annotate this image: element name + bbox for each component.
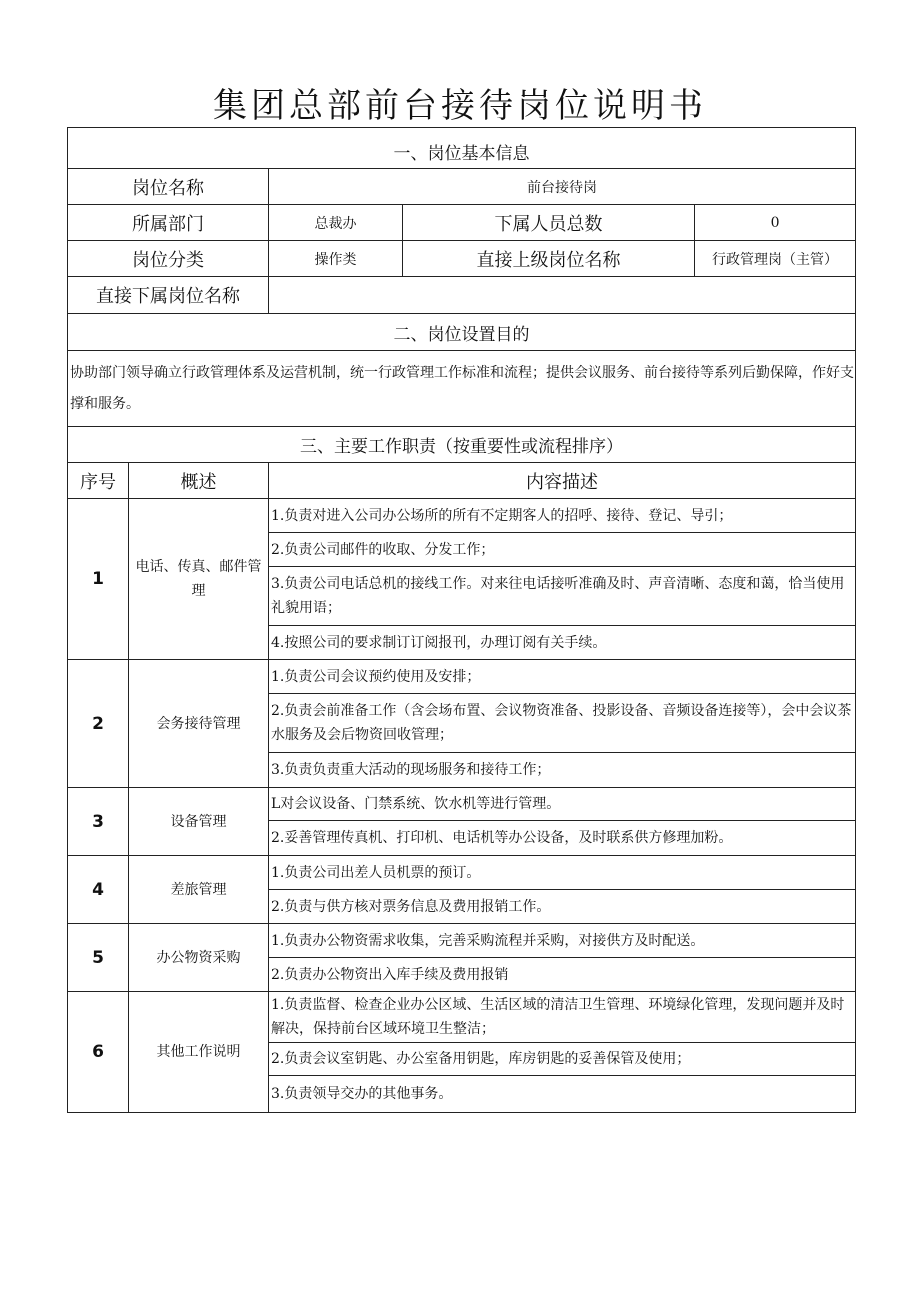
duty-number: 4 bbox=[68, 856, 129, 924]
duty-summary: 办公物资采购 bbox=[129, 924, 269, 992]
duty-row bbox=[68, 660, 856, 694]
duty-item: 2.负责会议室钥匙、办公室备用钥匙，库房钥匙的妥善保管及使用； bbox=[269, 1043, 856, 1076]
section-basic-info-heading: 一、岗位基本信息 bbox=[68, 128, 856, 169]
superior-value: 行政管理岗（主管） bbox=[695, 241, 856, 277]
job-description-table bbox=[67, 127, 856, 1113]
direct-subordinate-label: 直接下属岗位名称 bbox=[68, 277, 269, 314]
duty-number: 1 bbox=[68, 499, 129, 660]
purpose-text: 协助部门领导确立行政管理体系及运营机制，统一行政管理工作标准和流程；提供会议服务、前台接待等系列后勤保障，作好支撑和服务。 bbox=[68, 351, 856, 427]
duty-summary: 会务接待管理 bbox=[129, 660, 269, 788]
duty-number: 2 bbox=[68, 660, 129, 788]
department-label: 所属部门 bbox=[68, 205, 269, 241]
page-title: 集团总部前台接待岗位说明书 bbox=[213, 86, 707, 126]
duty-item: 2.妥善管理传真机、打印机、电话机等办公设备，及时联系供方修理加粉。 bbox=[269, 821, 856, 856]
section-duties-heading: 三、主要工作职责（按重要性或流程排序） bbox=[68, 427, 856, 463]
duty-item: L对会议设备、门禁系统、饮水机等进行管理。 bbox=[269, 788, 856, 821]
department-value: 总裁办 bbox=[269, 205, 403, 241]
duty-number: 5 bbox=[68, 924, 129, 992]
duty-item: 4.按照公司的要求制订订阅报刊，办理订阅有关手续。 bbox=[269, 626, 856, 660]
duty-row bbox=[68, 992, 856, 1043]
duty-summary: 设备管理 bbox=[129, 788, 269, 856]
duty-item: 3.负责公司电话总机的接线工作。对来往电话接听准确及时、声音清晰、态度和蔼，恰当使用礼貌用语； bbox=[269, 567, 856, 626]
subordinates-count-label: 下属人员总数 bbox=[403, 205, 695, 241]
subordinates-count-value: 0 bbox=[695, 205, 856, 241]
duty-number: 6 bbox=[68, 992, 129, 1113]
category-value: 操作类 bbox=[269, 241, 403, 277]
category-label: 岗位分类 bbox=[68, 241, 269, 277]
duty-item: 3.负责领导交办的其他事务。 bbox=[269, 1076, 856, 1113]
duty-row bbox=[68, 856, 856, 890]
duty-summary: 电话、传真、邮件管理 bbox=[129, 499, 269, 660]
duty-row bbox=[68, 788, 856, 821]
column-header-description: 内容描述 bbox=[269, 463, 856, 499]
duty-summary: 其他工作说明 bbox=[129, 992, 269, 1113]
duty-summary: 差旅管理 bbox=[129, 856, 269, 924]
position-name-value: 前台接待岗 bbox=[269, 169, 856, 205]
duty-item: 1.负责监督、检查企业办公区域、生活区域的清洁卫生管理、环境绿化管理，发现问题并及时解决，保持前台区域环境卫生整洁； bbox=[269, 992, 856, 1043]
duty-item: 1.负责公司出差人员机票的预订。 bbox=[269, 856, 856, 890]
direct-subordinate-value bbox=[269, 277, 856, 314]
column-header-no: 序号 bbox=[68, 463, 129, 499]
duty-item: 2.负责会前准备工作（含会场布置、会议物资准备、投影设备、音频设备连接等），会中会议茶水服务及会后物资回收管理； bbox=[269, 694, 856, 753]
section-purpose-heading: 二、岗位设置目的 bbox=[68, 314, 856, 351]
duty-item: 1.负责对进入公司办公场所的所有不定期客人的招呼、接待、登记、导引； bbox=[269, 499, 856, 533]
duty-item: 2.负责公司邮件的收取、分发工作； bbox=[269, 533, 856, 567]
duty-item: 3.负责负责重大活动的现场服务和接待工作； bbox=[269, 753, 856, 788]
superior-label: 直接上级岗位名称 bbox=[403, 241, 695, 277]
column-header-summary: 概述 bbox=[129, 463, 269, 499]
duty-item: 2.负责与供方核对票务信息及费用报销工作。 bbox=[269, 890, 856, 924]
duty-item: 2.负责办公物资出入库手续及费用报销 bbox=[269, 958, 856, 992]
duty-number: 3 bbox=[68, 788, 129, 856]
duty-row bbox=[68, 499, 856, 533]
duty-item: 1.负责办公物资需求收集，完善采购流程并采购，对接供方及时配送。 bbox=[269, 924, 856, 958]
duty-row bbox=[68, 924, 856, 958]
duty-item: 1.负责公司会议预约使用及安排； bbox=[269, 660, 856, 694]
position-name-label: 岗位名称 bbox=[68, 169, 269, 205]
